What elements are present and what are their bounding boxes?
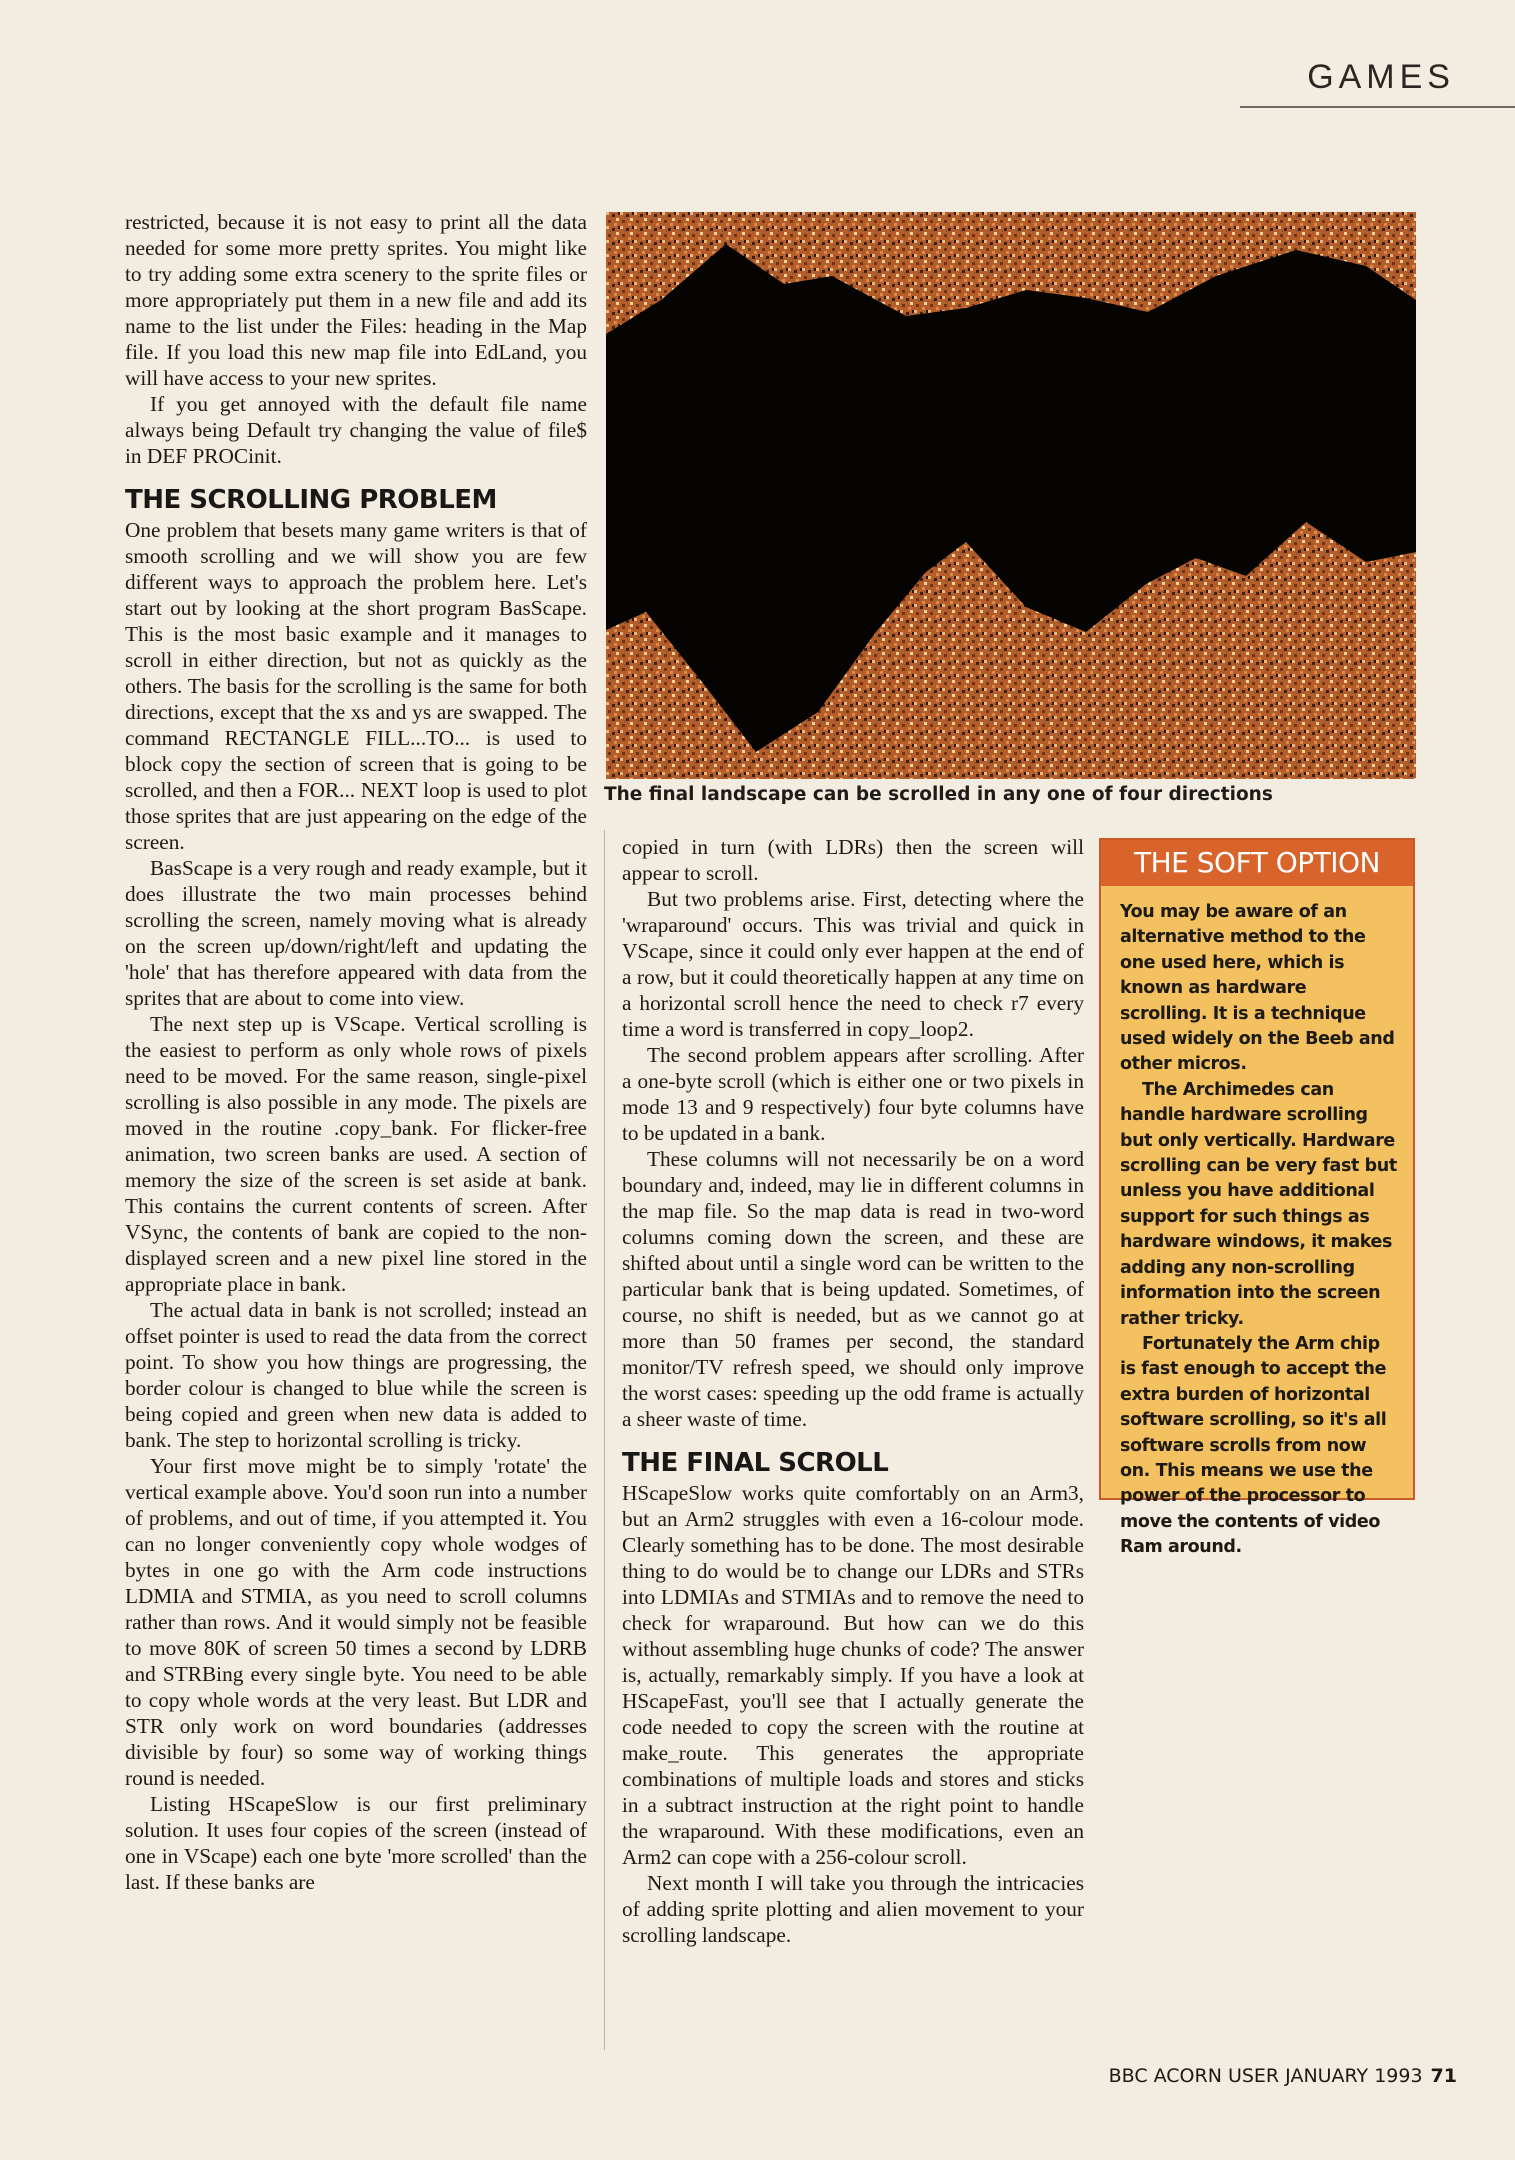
paragraph: Your first move might be to simply 'rotate' the vertical example above. You'd soon run into a number of problems, and out of time, if you attempted it. You can no longer conveniently copy whole wodges of bytes in one go with the Arm code instructions LDMIA and STMIA, as you need to scroll columns rather than rows. And it would simply not be feasible to move 80K of screen 50 times a second by LDRB and STRBing every single byte. You need to be able to copy whole words at the very least. But LDR and STR only work on word boundaries (addresses divisible by four) so some way of working things round is needed. [125,1454,587,1790]
subheading-final-scroll: THE FINAL SCROLL [622,1448,889,1478]
section-heading: GAMES [1307,58,1455,96]
sidebar-paragraph: You may be aware of an alternative method to the one used here, which is known as hardware scrolling. It is a technique used widely on the Beeb and other micros. [1120,902,1395,1075]
paragraph: BasScape is a very rough and ready example, but it does illustrate the two main processes behind scrolling the screen, namely moving what is already on the screen up/down/right/left and updating the 'hole' that has therefore appeared with data from the sprites that are about to come into view. [125,856,587,1010]
sidebar-body [1101,886,1413,1561]
paragraph: These columns will not necessarily be on a word boundary and, indeed, may lie in different columns in the map file. So the map data is read in two-word columns coming down the screen, and these are shifted about until a single word can be written to the particular bank that is being updated. Sometimes, of course, no shift is needed, but as we cannot go at more than 50 frames per second, the standard monitor/TV refresh speed, we should only improve the worst cases: speeding up the odd frame is actually a sheer waste of time. [622,1147,1084,1431]
paragraph: The next step up is VScape. Vertical scrolling is the easiest to perform as only whole rows of pixels need to be moved. For the same reason, single-pixel scrolling is also possible in any mode. The pixels are moved in the routine .copy_bank. For flicker-free animation, two screen banks are used. A section of memory the size of the screen is set aside at bank. This contains the current contents of screen. After VSync, the contents of bank are copied to the non-displayed screen and a new pixel line stored in the appropriate place in bank. [125,1012,587,1296]
figure-caption: The final landscape can be scrolled in any one of four directions [604,784,1273,805]
sidebar-title: THE SOFT OPTION [1101,840,1413,886]
paragraph: copied in turn (with LDRs) then the screen will appear to scroll. [622,835,1084,885]
magazine-name: BBC ACORN USER JANUARY 1993 [1108,2065,1423,2087]
paragraph: restricted, because it is not easy to print all the data needed for some more pretty sprites. You might like to try adding some extra scenery to the sprite files or more appropriately put them in a new file and add its name to the list under the Files: heading in the Map file. If you load this new map file into EdLand, you will have access to your new sprites. [125,210,587,390]
paragraph: One problem that besets many game writers is that of smooth scrolling and we will show you are few different ways to approach the problem here. Let's start out by looking at the short program BasScape. This is the most basic example and it manages to scroll in either direction, but not as quickly as the others. The basis for the scrolling is the same for both directions, except that the xs and ys are swapped. The command RECTANGLE FILL...TO... is used to block copy the section of screen that is going to be scrolled, and then a FOR... NEXT loop is used to plot those sprites that are just appearing on the edge of the screen. [125,518,587,854]
paragraph: The actual data in bank is not scrolled; instead an offset pointer is used to read the data from the correct point. To show you how things are progressing, the border colour is changed to blue while the screen is being copied and green when new data is added to bank. The step to horizontal scrolling is tricky. [125,1298,587,1452]
page-footer [1109,2065,1457,2087]
article-column-left [125,209,587,1895]
subheading-scrolling-problem: THE SCROLLING PROBLEM [125,485,497,515]
sidebar-box [1099,838,1415,1558]
sidebar-paragraph: Fortunately the Arm chip is fast enough to accept the extra burden of horizontal software scrolling, so it's all software scrolls from now on. This means we use the power of the processor to move the contents of video Ram around. [1120,1333,1387,1558]
paragraph: But two problems arise. First, detecting where the 'wraparound' occurs. This was trivial and quick in VScape, since it could only ever happen at the end of a row, but it could theoretically happen at any time on a horizontal scroll hence the need to check r7 every time a word is transferred in copy_loop2. [622,887,1084,1041]
landscape-screenshot [606,212,1416,779]
paragraph: If you get annoyed with the default file name always being Default try changing the value of file$ in DEF PROCinit. [125,392,587,468]
article-column-middle [622,834,1084,1948]
page-number: 71 [1430,2065,1457,2087]
paragraph: Listing HScapeSlow is our first preliminary solution. It uses four copies of the screen (instead of one in VScape) each one byte 'more scrolled' than the last. If these banks are [125,1792,587,1894]
paragraph: Next month I will take you through the intricacies of adding sprite plotting and alien movement to your scrolling landscape. [622,1871,1084,1947]
paragraph: The second problem appears after scrolling. After a one-byte scroll (which is either one or two pixels in mode 13 and 9 respectively) four byte columns have to be updated in a bank. [622,1043,1084,1145]
header-rule [1240,106,1515,108]
sidebar-paragraph: The Archimedes can handle hardware scrolling but only vertically. Hardware scrolling can be very fast but unless you have additional support for such things as hardware windows, it makes adding any non-scrolling information into the screen rather tricky. [1120,1079,1397,1329]
column-divider [604,830,605,2050]
paragraph: HScapeSlow works quite comfortably on an Arm3, but an Arm2 struggles with even a 16-colour mode. Clearly something has to be done. The most desirable thing to do would be to change our LDRs and STRs into LDMIAs and STMIAs and to remove the need to check for wraparound. But how can we do this without assembling huge chunks of code? The answer is, actually, remarkably simply. If you have a look at HScapeFast, you'll see that I actually generate the code needed to copy the screen with the routine at make_route. This generates the appropriate combinations of multiple loads and stores and sticks in a subtract instruction at the right point to handle the wraparound. With these modifications, even an Arm2 can cope with a 256-colour scroll. [622,1481,1084,1869]
landscape-image [606,212,1416,779]
